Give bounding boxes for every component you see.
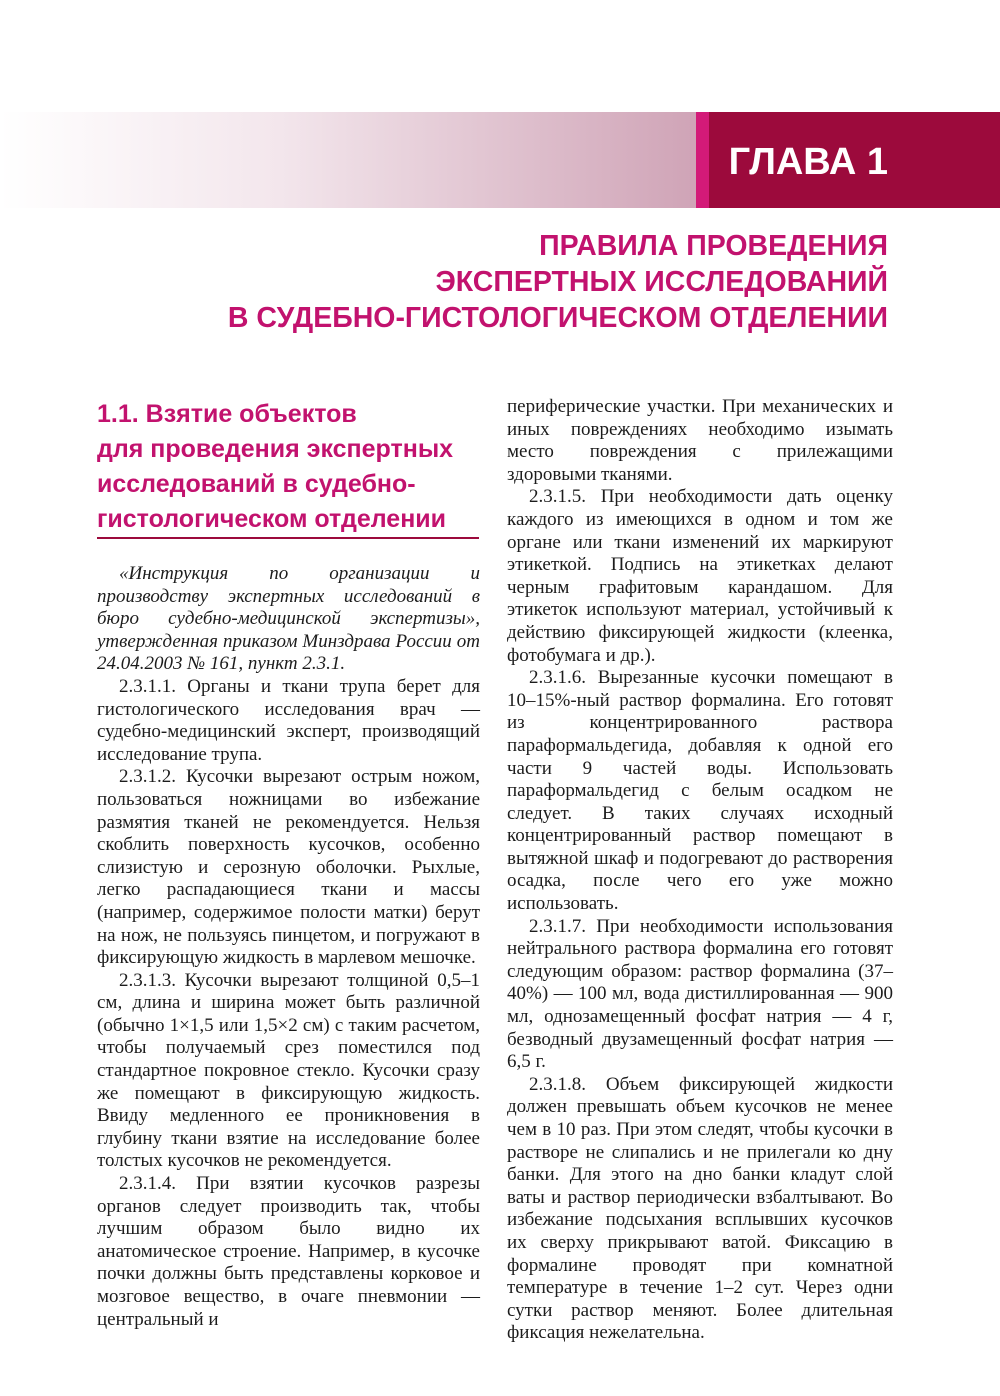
section-title-line: исследований в судебно- bbox=[97, 470, 416, 498]
paragraph: 2.3.1.1. Органы и ткани трупа берет для гистологического исследования врач — судебно-медицинский эксперт, производящий исследование трупа. bbox=[97, 675, 480, 765]
chapter-title-line: В СУДЕБНО-ГИСТОЛОГИЧЕСКОМ ОТДЕЛЕНИИ bbox=[227, 302, 888, 334]
right-column bbox=[507, 396, 893, 1345]
chapter-accent-stripe bbox=[696, 112, 709, 208]
paragraph: 2.3.1.3. Кусочки вырезают толщиной 0,5–1 см, длина и ширина может быть различной (обычно 1×1,5 или 1,5×2 см) с таким расчетом, чтобы получаемый срез поместился под стандартное покровное стекло. Кусочки сразу же помещают в фиксирующую жидкость. Ввиду медленного ее проникновения в глубину ткани взятие на исследование более толстых кусочков не рекомендуется. bbox=[97, 969, 480, 1172]
paragraph: 2.3.1.5. При необходимости дать оценку каждого из имеющихся в одном и том же органе или ткани изменений их маркируют этикеткой. Подпись на этикетках делают черным графитовым карандашом. Для этикеток используют материал, устойчивый к действию фиксирующей жидкости (клеенка, фотобумага и др.). bbox=[507, 486, 893, 666]
section-divider bbox=[97, 537, 479, 539]
chapter-gradient-band bbox=[0, 112, 700, 208]
paragraph-continuation: периферические участки. При механических и иных повреждениях необходимо изымать место повреждения с прилежащими здоровыми тканями. bbox=[507, 396, 893, 485]
paragraph: 2.3.1.8. Объем фиксирующей жидкости должен превышать объем кусочков не менее чем в 10 раз. При этом следят, чтобы кусочки в растворе не слипались и не прилегали ко дну банки. Для этого на дно банки кладут слой ваты и раствор периодически взбалтывают. Во избежание подсыхания всплывших кусочков их сверху прикрывают ватой. Фиксацию в формалине проводят при комнатной температуре в течение 1–2 сут. Через одни сутки раствор меняют. Более длительная фиксация нежелательна. bbox=[507, 1073, 893, 1344]
paragraph: 2.3.1.6. Вырезанные кусочки помещают в 10–15%-ный раствор формалина. Его готовят из концентрированного раствора параформальдегида, добавляя к одной его части 9 частей воды. Использовать параформальдегид с белым осадком не следует. В таких случаях исходный концентрированный раствор помещают в вытяжной шкаф и подогревают до растворения осадка, после чего его уже можно использовать. bbox=[507, 667, 893, 915]
paragraph: 2.3.1.2. Кусочки вырезают острым ножом, пользоваться ножницами во избежание размятия тканей не рекомендуется. Нельзя скоблить поверхность кусочков, особенно слизистую и серозную оболочки. Рыхлые, легко распадающиеся ткани и массы (например, содержимое полости матки) берут на нож, не пользуясь пинцетом, и погружают в фиксирующую жидкость в марлевом мешочке. bbox=[97, 766, 480, 969]
chapter-title-line: ЭКСПЕРТНЫХ ИССЛЕДОВАНИЙ bbox=[435, 266, 888, 298]
chapter-title bbox=[128, 228, 888, 336]
paragraph: 2.3.1.4. При взятии кусочков разрезы органов следует производить так, чтобы лучшим образом было видно их анатомическое строение. Например, в кусочке почки должны быть представлены корковое и мозговое вещество, в очаге пневмонии — центральный и bbox=[97, 1173, 480, 1330]
left-column bbox=[97, 563, 480, 1331]
paragraph: 2.3.1.7. При необходимости использования нейтрального раствора формалина его готовят следующим образом: раствор формалина (37–40%) — 100 мл, вода дистиллированная — 900 мл, однозамещенный фосфат натрия — 4 г, безводный двузамещенный фосфат натрия — 6,5 г. bbox=[507, 915, 893, 1073]
section-title-line: гистологическом отделении bbox=[97, 505, 447, 533]
section-title-line: для проведения экспертных bbox=[97, 435, 454, 463]
chapter-label: ГЛАВА 1 bbox=[728, 141, 888, 183]
section-title-line: 1.1. Взятие объектов bbox=[97, 400, 357, 428]
chapter-title-line: ПРАВИЛА ПРОВЕДЕНИЯ bbox=[539, 230, 888, 262]
instruction-quote: «Инструкция по организации и производству экспертных исследований в бюро судебно-медицинской экспертизы», утвержденная приказом Минздрава России от 24.04.2003 № 161, пункт 2.3.1. bbox=[97, 563, 480, 675]
section-title bbox=[97, 397, 492, 537]
